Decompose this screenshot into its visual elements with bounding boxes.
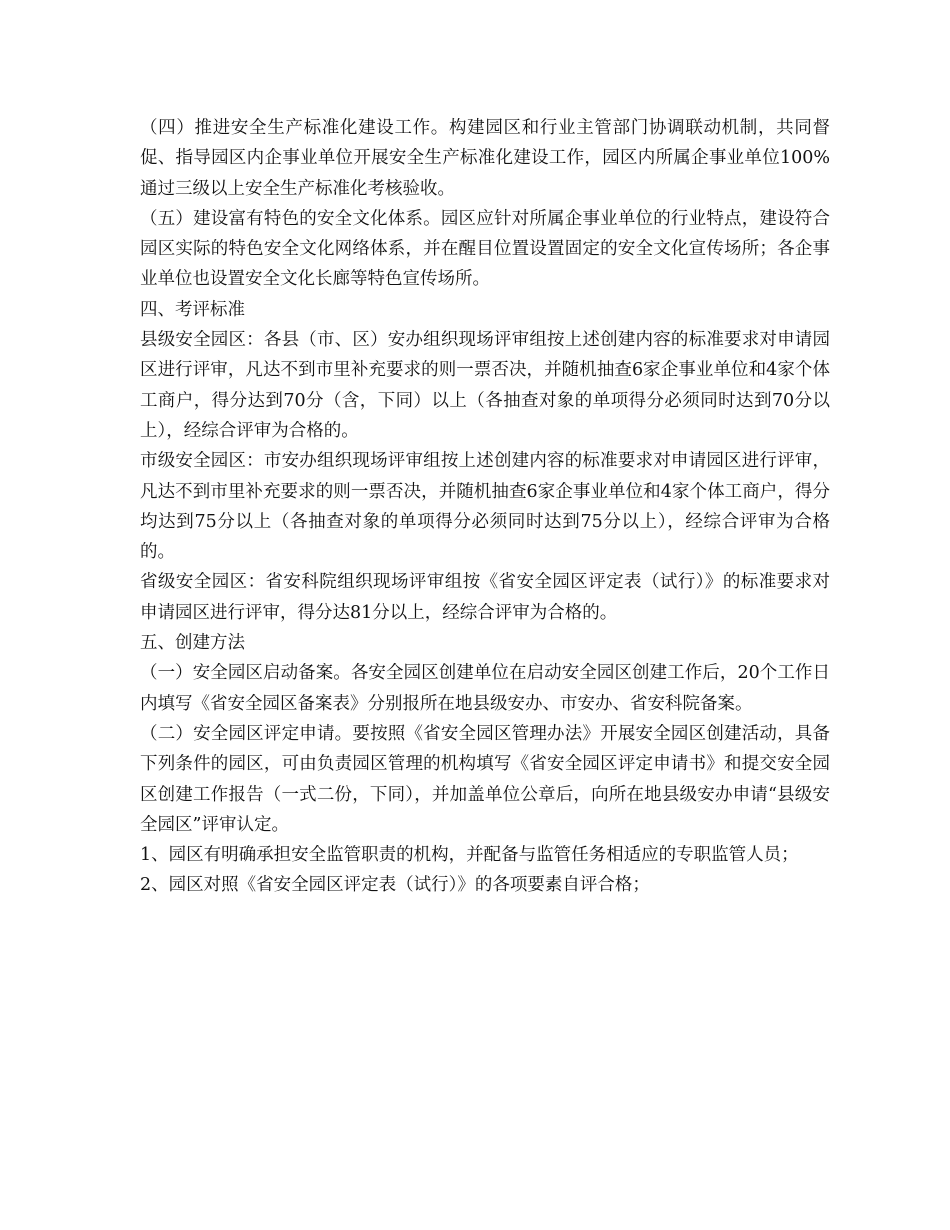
paragraph-safety-culture: （五）建设富有特色的安全文化体系。园区应针对所属企事业单位的行业特点，建设符合园区实际的特色安全文化网络体系，并在醒目位置设置固定的安全文化宣传场所；各企事业单位也设置安全文化长廊等特色宣传场所。	[140, 208, 830, 290]
list-item-condition-2: 2、园区对照《省安全园区评定表（试行）》的各项要素自评合格；	[140, 875, 650, 896]
paragraph-evaluation-application: （二）安全园区评定申请。要按照《省安全园区管理办法》开展安全园区创建活动，具备下列条件的园区，可由负责园区管理的机构填写《省安全园区评定申请书》和提交安全园区创建工作报告（一式二份，下同），并加盖单位公章后，向所在地县级安办申请“县级安全园区”评审认定。	[140, 723, 830, 835]
section-heading-evaluation-criteria: 四、考评标准	[140, 299, 245, 320]
list-item-condition-1: 1、园区有明确承担安全监管职责的机构，并配备与监管任务相适应的专职监管人员；	[140, 845, 799, 866]
document-page	[140, 113, 830, 901]
section-heading-creation-method: 五、创建方法	[140, 633, 245, 654]
paragraph-startup-filing: （一）安全园区启动备案。各安全园区创建单位在启动安全园区创建工作后，20个工作日内填写《省安全园区备案表》分别报所在地县级安办、市安办、省安科院备案。	[140, 663, 830, 714]
paragraph-city-level: 市级安全园区：市安办组织现场评审组按上述创建内容的标准要求对申请园区进行评审，凡达不到市里补充要求的则一票否决，并随机抽查6家企事业单位和4家个体工商户，得分均达到75分以上（各抽查对象的单项得分必须同时达到75分以上），经综合评审为合格的。	[140, 451, 830, 563]
paragraph-province-level: 省级安全园区：省安科院组织现场评审组按《省安全园区评定表（试行）》的标准要求对申请园区进行评审，得分达81分以上，经综合评审为合格的。	[140, 572, 830, 623]
paragraph-standardization: （四）推进安全生产标准化建设工作。构建园区和行业主管部门协调联动机制，共同督促、指导园区内企事业单位开展安全生产标准化建设工作，园区内所属企事业单位100%通过三级以上安全生产标准化考核验收。	[140, 118, 830, 199]
paragraph-county-level: 县级安全园区：各县（市、区）安办组织现场评审组按上述创建内容的标准要求对申请园区进行评审，凡达不到市里补充要求的则一票否决，并随机抽查6家企事业单位和4家个体工商户，得分达到70分（含，下同）以上（各抽查对象的单项得分必须同时达到70分以上），经综合评审为合格的。	[140, 330, 830, 441]
